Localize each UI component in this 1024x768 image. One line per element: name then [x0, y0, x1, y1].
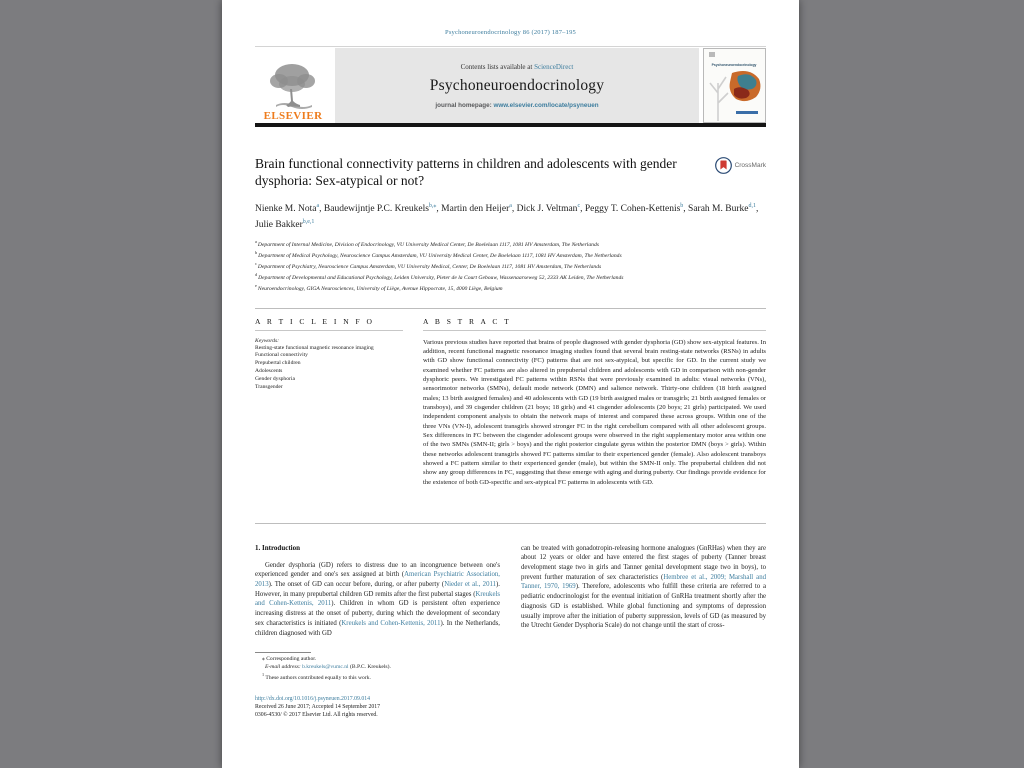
article-title: Brain functional connectivity patterns in children and adolescents with gender dysphoria: Sex-atypical or not?	[255, 156, 677, 188]
affiliation-line: $^a$ Department of Internal Medicine, Division of Endocrinology, VU University Medical Center, De Boelelaan 1117, 1081 HV Amsterdam, The Netherlands	[255, 239, 599, 249]
journal-citation-link[interactable]: Psychoneuroendocrinology 86 (2017) 187–195	[445, 29, 576, 36]
intro-paragraph-right: can be treated with gonadotropin-releasing hormone analogues (GnRHas) when they are about 12 years or older and have entered the first stages of puberty (Tanner breast development stage two in girls and Tanner genital development stage two in boys), to prevent further maturation of sex characteristics (Hembree et al., 2009; Marshall and Tanner, 1970, 1969). Therefore, adolescents who fulfill these criteria are referred to a pediatric endocrinologist for the eventual initiation of GnRHa treatment shortly after the diagnosis GD is established. While global functioning and symptoms of depression usually improve after the initiation of puberty suppression, levels of GD (as measured by the Utrecht Gender Dysphoria Scale) do not change until the start of cross-	[521, 544, 766, 630]
intro-paragraph-left: Gender dysphoria (GD) refers to distress due to an incongruence between one's experienced gender and one's sex assigned at birth (American Psychiatric Association, 2013). The onset of GD can occur before, during, or after puberty (Nieder et al., 2011). However, in many prepubertal children GD remits after the first pubertal stages (Kreukels and Cohen-Kettenis, 2011). Children in whom GD is persistent often experience increasing distress at the onset of puberty, during which the development of secondary sex characteristics is initiated (Kreukels and Cohen-Kettenis, 2011). In the Netherlands, children diagnosed with GD	[255, 561, 500, 637]
affiliation-line: $^c$ Department of Psychiatry, Neuroscience Campus Amsterdam, VU University Medical, Center, De Boelelaan 1117, 1081 HV Amsterdam, The Netherlands	[255, 261, 602, 270]
footnote-equal-text: These authors contributed equally to this work.	[265, 675, 371, 682]
body-columns	[255, 544, 766, 639]
affiliation-line: $^d$ Department of Developmental and Educational Psychology, Leiden University, Pieter de la Court Gebouw, Wassenaarseweg 52, 2333 AK Leiden, The Netherlands	[255, 271, 624, 281]
svg-text:Psychoneuroendocrinology: Psychoneuroendocrinology	[711, 63, 757, 67]
contents-prefix: Contents lists available at	[460, 62, 535, 71]
author-name: Baudewijntje P.C. Kreukels	[323, 204, 429, 215]
author-affiliation-marker: d,1	[748, 203, 756, 209]
author-affiliation-marker: a	[509, 203, 512, 209]
crossmark-icon	[715, 157, 732, 174]
journal-cover-image	[703, 48, 766, 123]
author-name: Julie Bakker	[255, 219, 303, 230]
citation-link[interactable]: Nieder et al., 2011	[444, 581, 497, 589]
email-suffix: (B.P.C. Kreukels).	[348, 663, 391, 670]
elsevier-logo	[255, 48, 331, 123]
body-column-right	[521, 544, 766, 639]
article-info-heading: A R T I C L E I N F O	[255, 317, 403, 331]
copyright-line: 0306-4530/ © 2017 Elsevier Ltd. All rights reserved.	[255, 712, 378, 719]
author-affiliation-marker: b	[680, 203, 684, 209]
author-affiliation-marker: b,e,1	[302, 218, 315, 225]
homepage-url-link[interactable]: www.elsevier.com/locate/psyneuen	[493, 101, 599, 109]
body-column-left	[255, 544, 500, 639]
journal-title: Psychoneuroendocrinology	[429, 76, 605, 94]
section-heading-introduction: 1. Introduction	[255, 543, 300, 552]
crossmark-badge[interactable]	[715, 157, 766, 174]
elsevier-wordmark: ELSEVIER	[263, 110, 323, 122]
journal-cover-thumbnail	[703, 48, 766, 123]
author-name: Peggy T. Cohen-Kettenis	[584, 204, 681, 215]
author-affiliation-marker: b,⁎	[428, 203, 437, 209]
author-affiliation-marker: a	[316, 203, 320, 209]
info-abstract-section	[255, 308, 766, 524]
keyword-item: Transgender	[255, 383, 283, 390]
journal-header-box	[335, 48, 699, 123]
citation-link[interactable]: American Psychiatric Association, 2013	[255, 571, 500, 589]
email-label: E-mail address:	[265, 663, 303, 670]
footnote-equal-contribution	[255, 671, 766, 682]
citation-link[interactable]: Kreukels and Cohen-Kettenis, 2011	[255, 590, 500, 608]
keywords-label: Keywords:	[255, 337, 280, 344]
keyword-item: Prepubertal children	[255, 360, 301, 367]
footnote-email	[255, 664, 766, 672]
footnote-corresponding: ⁎ Corresponding author.	[262, 656, 317, 663]
affiliation-line: $^b$ Department of Medical Psychology, Neuroscience Campus Amsterdam, VU University Medical Center, De Boelelaan 1117, 1081 HV Amsterdam, The Netherlands	[255, 250, 622, 260]
affiliation-line: $^e$ Neuroendocrinology, GIGA Neurosciences, University of Liège, Avenue Hippocrate, 15, 4000 Liège, Belgium	[255, 282, 503, 292]
sciencedirect-link[interactable]: ScienceDirect	[534, 62, 574, 71]
citation-link[interactable]: Hembree et al., 2009; Marshall and Tanner, 1970, 1969	[521, 573, 766, 591]
author-name: Martin den Heijer	[441, 204, 510, 215]
author-name: Dick J. Veltman	[516, 204, 578, 215]
paper-page	[222, 0, 799, 768]
crossmark-label: CrossMark	[734, 162, 766, 169]
journal-masthead	[255, 46, 766, 123]
author-name: Sarah M. Burke	[688, 204, 749, 215]
author-list: Nienke M. Nota$^a$, Baudewijntje P.C. Kreukels$^{b,⁎}$, Martin den Heijer$^a$, Dick J. Veltman$^c$, Peggy T. Cohen-Kettenis$^b$, Sarah M. Burke$^{d,1}$, Julie Bakker$^{b,e,1}$	[255, 203, 759, 230]
author-affiliation-marker: c	[577, 203, 581, 209]
doi-link[interactable]: http://dx.doi.org/10.1016/j.psyneuen.2017.09.014	[255, 695, 371, 702]
footnote-block	[255, 652, 766, 683]
elsevier-tree-icon	[266, 61, 320, 111]
abstract-text: Various previous studies have reported that brains of people diagnosed with gender dysphoria (GD) show sex-atypical features. In addition, recent functional magnetic resonance imaging studies found that several brain resting-state networks (RSNs) in adults with GD show functional connectivity (FC) patterns that are not sex-atypical, but specific for GD. In the current study we examined whether FC patterns are also altered in prepubertal children and adolescents with GD in comparison with non-gender dysphoric peers. We investigated FC patterns within RSNs that were previously examined in adults: visual networks (VNs), sensorimotor networks (SMNs), default mode network (DMN) and salience network. Thirty-one children (18 birth assigned males; 13 birth assigned females) and 40 adolescents with GD (19 birth assigned males or transgirls; 21 birth assigned females or transboys), and 39 cisgender children (21 boys; 18 girls) and 41 cisgender adolescents (20 boys; 21 girls) participated. We used independent component analysis to obtain the network maps of interest and compared these across groups. Within one of the three VNs (VN-I), adolescent transgirls showed stronger FC in the right cerebellum compared with all other adolescent groups. Sex differences in FC between the cisgender adolescent groups were observed in the right supplementary motor area within one of the two SMNs (SMN-II; girls > boys) and the right posterior cingulate gyrus within the posterior DMN (boys > girls). Within these networks adolescent transgirls showed FC patterns similar to their experienced gender (female). Also adolescent transboys showed a FC pattern similar to their experienced gender (male), but within the SMN-II only. The prepubertal children did not show any group differences in FC, suggesting that these emerge with aging and during puberty. Our findings provide evidence for the existence of both GD-specific and sex-atypical FC patterns in adolescents with GD.	[423, 338, 766, 486]
publication-info	[255, 695, 766, 720]
keyword-item: Adolescents	[255, 368, 283, 374]
keyword-item: Resting-state functional magnetic resonance imaging	[255, 344, 374, 351]
keywords-list	[255, 345, 403, 392]
keyword-item: Functional connectivity	[255, 352, 308, 359]
footnote-divider	[255, 652, 311, 653]
received-accepted-line: Received 26 June 2017; Accepted 14 September 2017	[255, 704, 381, 711]
homepage-line	[435, 102, 598, 109]
masthead-divider	[255, 123, 766, 127]
email-link[interactable]: b.kreukels@vumc.nl	[302, 663, 349, 670]
abstract-heading: A B S T R A C T	[423, 317, 766, 331]
author-name: Nienke M. Nota	[255, 204, 317, 215]
homepage-label: journal homepage:	[435, 101, 494, 109]
keyword-item: Gender dysphoria	[255, 375, 295, 382]
footnote-marker: 1	[262, 672, 265, 678]
contents-line	[461, 63, 574, 71]
affiliation-list	[255, 238, 766, 292]
citation-link[interactable]: Kreukels and Cohen-Kettenis, 2011	[341, 619, 441, 627]
